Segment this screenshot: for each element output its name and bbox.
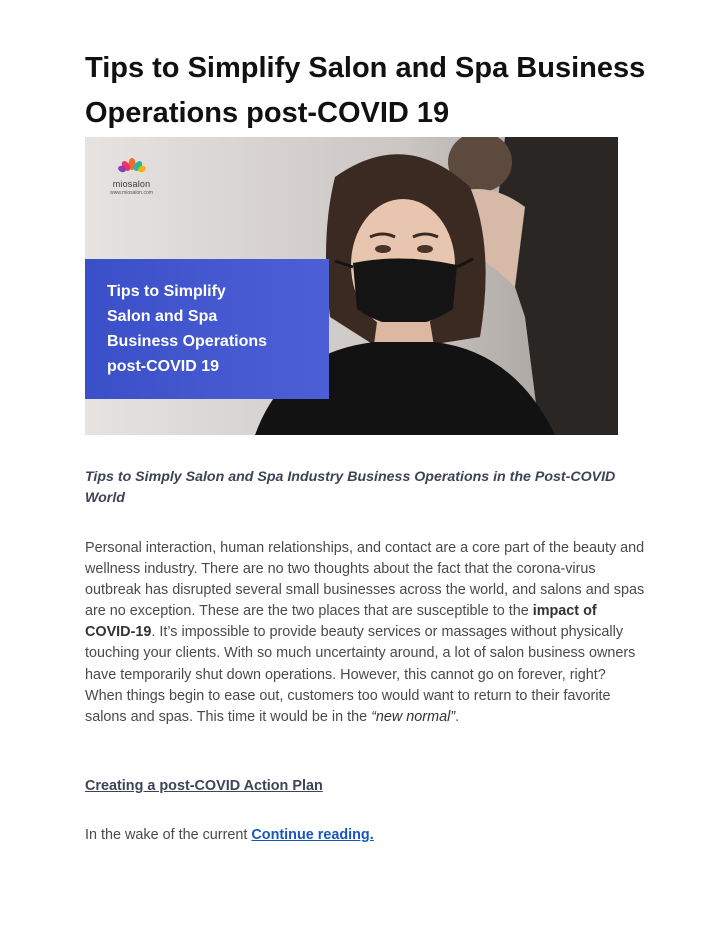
paragraph-italic: “new normal” (371, 708, 456, 725)
hero-image (85, 137, 618, 435)
hero-banner (85, 259, 329, 399)
closing-line (85, 825, 374, 846)
logo-url: www.miosalon.com (110, 190, 153, 196)
paragraph-text: . It’s impossible to provide beauty services or massages without physically touching your clients. With so much uncertainty around, a lot of salon business owners have temporarily shut down operations. However, this cannot go on forever, right? When things begin to ease out, customers too would want to return to their favorite salons and spas. This time it would be in the (85, 624, 636, 725)
miosalon-logo (104, 157, 159, 196)
paragraph-text: Personal interaction, human relationships, and contact are a core part of the beauty and wellness industry. There are no two thoughts about the fact that the corona-virus outbreak has disrupted several small businesses across the world, and salons and spas are no exception. These are the two places that are susceptible to the (85, 540, 645, 620)
page-title: Tips to Simplify Salon and Spa Business Operations post-COVID 19 (85, 52, 646, 129)
section-heading[interactable]: Creating a post-COVID Action Plan (85, 778, 323, 794)
banner-text: Tips to Simplify Salon and Spa Business Operations post-COVID 19 (107, 283, 268, 375)
logo-name: miosalon (112, 179, 151, 189)
continue-reading-link[interactable]: Continue reading. (251, 827, 374, 843)
article-subtitle: Tips to Simply Salon and Spa Industry Business Operations in the Post-COVID World (85, 469, 616, 506)
paragraph-bold: impact of COVID-19 (85, 603, 597, 641)
closing-text: In the wake of the current (85, 827, 252, 843)
flower-logo-icon (118, 157, 146, 173)
paragraph-text: . (455, 708, 460, 725)
intro-paragraph (85, 538, 645, 728)
